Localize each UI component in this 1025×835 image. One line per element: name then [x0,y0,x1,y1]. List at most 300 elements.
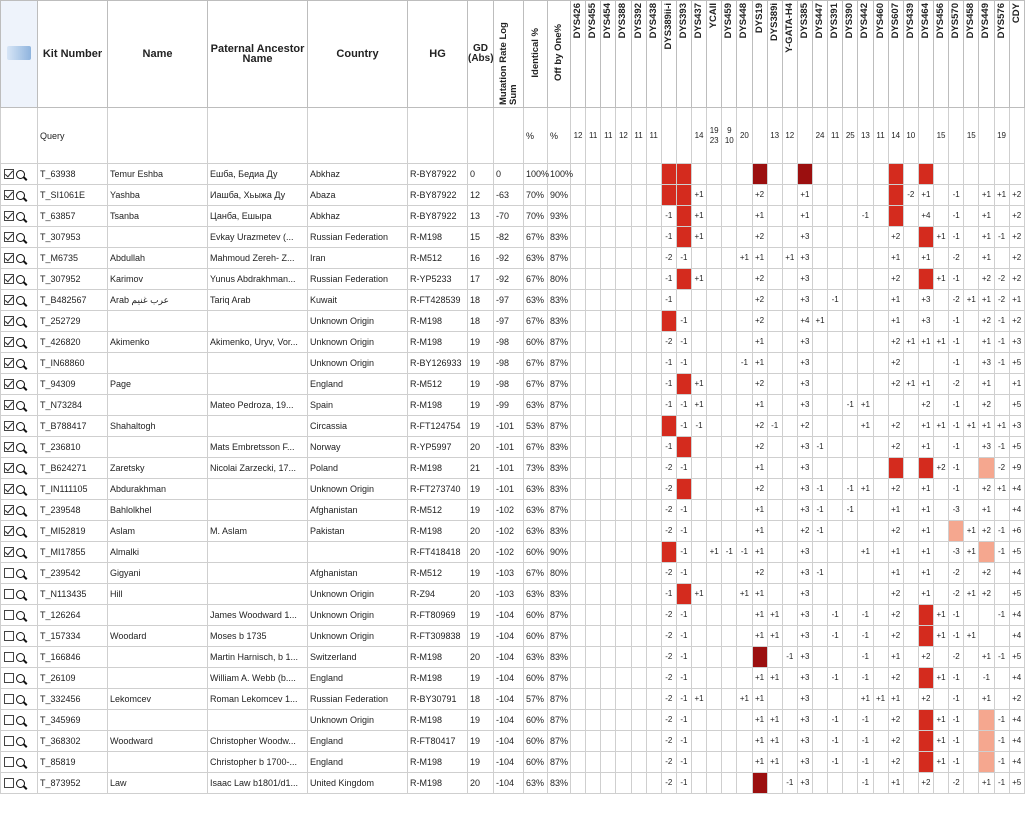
magnifier-icon[interactable] [16,737,25,746]
country-cell: Kuwait [308,290,408,311]
kit-number-cell[interactable]: T_307952 [38,269,108,290]
marker-header-ycaii[interactable] [707,1,722,108]
query-marker-value [964,108,979,164]
marker-diff-cell [616,185,631,206]
marker-diff-cell [692,248,707,269]
marker-diff-cell: -1 [661,395,676,416]
magnifier-icon[interactable] [16,464,25,473]
marker-diff-cell: +1 [964,290,979,311]
kit-number-cell[interactable]: T_239542 [38,563,108,584]
marker-header-dys437[interactable] [692,1,707,108]
magnifier-icon[interactable] [16,632,25,641]
magnifier-icon[interactable] [16,338,25,347]
marker-diff-cell: +2 [888,668,903,689]
marker-diff-cell: -1 [676,416,691,437]
query-marker-value [782,108,797,164]
row-checkbox[interactable] [4,442,14,452]
marker-diff-cell [646,185,661,206]
marker-diff-cell [767,248,782,269]
marker-header-dys385[interactable] [797,1,812,108]
magnifier-icon[interactable] [16,191,25,200]
kit-number-cell[interactable]: T_B624271 [38,458,108,479]
marker-diff-cell [782,584,797,605]
table-row[interactable] [1,752,1025,773]
marker-diff-cell [813,395,828,416]
marker-diff-cell [934,542,949,563]
magnifier-icon[interactable] [16,317,25,326]
marker-diff-cell [873,227,888,248]
kit-number-cell[interactable]: T_368302 [38,731,108,752]
magnifier-icon[interactable] [16,548,25,557]
marker-diff-cell: -1 [843,500,858,521]
col-identical[interactable] [524,1,548,108]
magnifier-icon[interactable] [16,779,25,788]
marker-diff-cell: -1 [949,185,964,206]
marker-diff-cell [782,458,797,479]
marker-diff-cell: -1 [661,353,676,374]
marker-diff-cell: -1 [722,542,737,563]
query-marker-value [888,108,903,164]
table-row[interactable] [1,563,1025,584]
marker-diff-cell [858,332,873,353]
marker-diff-cell [707,752,722,773]
magnifier-icon[interactable] [16,716,25,725]
table-row[interactable] [1,332,1025,353]
marker-diff-cell: -1 [813,437,828,458]
col-name[interactable]: Name [108,1,208,108]
table-row[interactable] [1,521,1025,542]
table-row[interactable] [1,605,1025,626]
kit-number-cell[interactable]: T_B788417 [38,416,108,437]
table-row[interactable] [1,689,1025,710]
marker-diff-cell [813,269,828,290]
kit-number-cell[interactable]: T_166846 [38,647,108,668]
marker-diff-cell [918,626,933,647]
table-row[interactable] [1,164,1025,185]
hg-cell: R-M198 [408,773,468,794]
kit-number-cell[interactable]: T_85819 [38,752,108,773]
table-row[interactable] [1,248,1025,269]
table-row[interactable] [1,353,1025,374]
row-checkbox[interactable] [4,631,14,641]
query-marker-text: 11 [634,130,643,140]
marker-diff-cell [646,332,661,353]
row-checkbox[interactable] [4,484,14,494]
marker-header-dys438[interactable] [646,1,661,108]
marker-diff-cell: +1 [752,248,767,269]
col-kit-number[interactable]: Kit Number [38,1,108,108]
select-all-header[interactable] [1,1,38,108]
row-checkbox[interactable] [4,778,14,788]
table-row[interactable] [1,668,1025,689]
marker-diff-cell: +1 [934,605,949,626]
identical-cell: 63% [524,647,548,668]
marker-diff-cell: +2 [888,227,903,248]
magnifier-icon[interactable] [16,506,25,515]
off-by-one-cell: 87% [548,416,571,437]
magnifier-icon[interactable] [16,170,25,179]
marker-header-dys391[interactable] [828,1,843,108]
country-cell: Unknown Origin [308,584,408,605]
marker-diff-cell [661,185,676,206]
query-marker-value [707,108,722,164]
marker-diff-cell [646,689,661,710]
row-select-cell [1,752,38,773]
table-row[interactable] [1,416,1025,437]
row-checkbox[interactable] [4,421,14,431]
marker-diff-cell [631,521,646,542]
hg-cell: R-BY87922 [408,164,468,185]
marker-header-dys392[interactable] [631,1,646,108]
row-checkbox[interactable] [4,526,14,536]
marker-diff-cell [782,668,797,689]
table-row[interactable] [1,458,1025,479]
row-checkbox[interactable] [4,190,14,200]
row-checkbox[interactable] [4,505,14,515]
marker-diff-cell: +2 [888,353,903,374]
magnifier-icon[interactable] [16,359,25,368]
marker-diff-cell [843,185,858,206]
magnifier-icon[interactable] [16,758,25,767]
identical-cell: 67% [524,374,548,395]
kit-number-cell[interactable]: T_236810 [38,437,108,458]
magnifier-icon[interactable] [16,380,25,389]
marker-diff-cell [616,563,631,584]
table-row[interactable] [1,731,1025,752]
table-row[interactable] [1,227,1025,248]
marker-header-dys426[interactable] [571,1,586,108]
query-marker-value [676,108,691,164]
magnifier-icon[interactable] [16,296,25,305]
table-row[interactable] [1,374,1025,395]
marker-diff-cell [964,206,979,227]
marker-diff-cell [767,647,782,668]
marker-diff-cell: +2 [752,290,767,311]
row-checkbox[interactable] [4,358,14,368]
table-row[interactable] [1,479,1025,500]
marker-diff-cell: +1 [979,206,994,227]
row-checkbox[interactable] [4,463,14,473]
marker-diff-cell [918,353,933,374]
marker-diff-cell [631,353,646,374]
row-select-cell [1,332,38,353]
marker-diff-cell [661,311,676,332]
magnifier-icon[interactable] [16,212,25,221]
magnifier-icon[interactable] [16,401,25,410]
marker-header-dys19[interactable] [752,1,767,108]
marker-diff-cell [767,374,782,395]
row-checkbox[interactable] [4,274,14,284]
marker-diff-cell: +2 [888,479,903,500]
marker-diff-cell [934,773,949,794]
table-row[interactable] [1,437,1025,458]
marker-diff-cell [828,227,843,248]
row-checkbox[interactable] [4,169,14,179]
marker-diff-cell [843,731,858,752]
col-off-by-one[interactable] [548,1,571,108]
marker-diff-cell: +1 [979,500,994,521]
marker-diff-cell [767,689,782,710]
marker-header-dys439[interactable] [903,1,918,108]
marker-diff-cell [858,374,873,395]
marker-diff-cell [813,668,828,689]
kit-number-cell[interactable]: T_SI1061E [38,185,108,206]
marker-diff-cell: -1 [676,542,691,563]
hg-cell: R-M512 [408,563,468,584]
row-checkbox[interactable] [4,253,14,263]
table-row[interactable] [1,311,1025,332]
marker-diff-cell [692,668,707,689]
marker-diff-cell [722,227,737,248]
marker-header-dys570[interactable] [949,1,964,108]
kit-number-cell[interactable]: T_157334 [38,626,108,647]
marker-label: DYS389ii-i [662,3,674,50]
marker-diff-cell [601,374,616,395]
table-row[interactable] [1,542,1025,563]
marker-diff-cell [994,248,1009,269]
row-checkbox[interactable] [4,652,14,662]
kit-number-cell[interactable]: T_N73284 [38,395,108,416]
table-row[interactable] [1,500,1025,521]
row-checkbox[interactable] [4,715,14,725]
table-row[interactable] [1,206,1025,227]
col-gd-abs[interactable]: GD (Abs) [468,1,494,108]
marker-diff-cell [873,416,888,437]
ancestor-cell: Mats Embretsson F... [208,437,308,458]
magnifier-icon[interactable] [16,674,25,683]
marker-header-dys389ii-i[interactable] [661,1,676,108]
row-checkbox[interactable] [4,295,14,305]
query-select-cell [1,108,38,164]
row-checkbox[interactable] [4,673,14,683]
marker-diff-cell [631,605,646,626]
hg-cell: R-BY87922 [408,206,468,227]
magnifier-icon[interactable] [16,527,25,536]
kit-number-cell[interactable]: T_873952 [38,773,108,794]
marker-diff-cell: +9 [1009,458,1024,479]
kit-number-cell[interactable]: T_426820 [38,332,108,353]
query-marker-value [571,108,586,164]
marker-diff-cell: -1 [949,227,964,248]
row-checkbox[interactable] [4,547,14,557]
magnifier-icon[interactable] [16,275,25,284]
identical-cell: 70% [524,185,548,206]
marker-header-dys459[interactable] [722,1,737,108]
gd-cell: 19 [468,416,494,437]
marker-header-dys607[interactable] [888,1,903,108]
marker-header-dys454[interactable] [601,1,616,108]
marker-header-dys390[interactable] [843,1,858,108]
marker-header-dys456[interactable] [934,1,949,108]
name-cell: Woodward [108,731,208,752]
name-cell: Yashba [108,185,208,206]
off-by-one-cell: 87% [548,374,571,395]
marker-diff-cell: +1 [752,206,767,227]
marker-header-dys442[interactable] [858,1,873,108]
off-by-one-cell: 100% [548,164,571,185]
kit-number-cell[interactable]: T_B482567 [38,290,108,311]
table-row[interactable] [1,185,1025,206]
marker-diff-cell [813,752,828,773]
marker-diff-cell [858,248,873,269]
kit-number-cell[interactable]: T_M6735 [38,248,108,269]
marker-diff-cell [631,374,646,395]
kit-number-cell[interactable]: T_N113435 [38,584,108,605]
magnifier-icon[interactable] [16,569,25,578]
magnifier-icon[interactable] [16,695,25,704]
name-cell: Aslam [108,521,208,542]
row-checkbox[interactable] [4,694,14,704]
ancestor-cell: M. Aslam [208,521,308,542]
marker-diff-cell [601,164,616,185]
row-checkbox[interactable] [4,610,14,620]
marker-diff-cell [586,689,601,710]
magnifier-icon[interactable] [16,590,25,599]
kit-number-cell[interactable]: T_252729 [38,311,108,332]
kit-number-cell[interactable]: T_332456 [38,689,108,710]
row-checkbox[interactable] [4,211,14,221]
row-checkbox[interactable] [4,316,14,326]
table-row[interactable] [1,773,1025,794]
marker-diff-cell: -1 [676,311,691,332]
country-cell: England [308,668,408,689]
row-checkbox[interactable] [4,232,14,242]
row-checkbox[interactable] [4,568,14,578]
hg-cell: R-FT124754 [408,416,468,437]
marker-header-dys460[interactable] [873,1,888,108]
table-row[interactable] [1,647,1025,668]
table-row[interactable] [1,290,1025,311]
marker-diff-cell: -1 [676,458,691,479]
col-paternal-ancestor[interactable]: Paternal Ancestor Name [208,1,308,108]
marker-diff-cell: -2 [661,500,676,521]
marker-header-y-gata-h4[interactable] [782,1,797,108]
row-checkbox[interactable] [4,757,14,767]
kit-number-cell[interactable]: T_345969 [38,710,108,731]
marker-diff-cell [586,710,601,731]
marker-diff-cell [586,185,601,206]
marker-diff-cell: -1 [994,311,1009,332]
query-marker-text: 13 [860,130,870,140]
query-marker-value [752,108,767,164]
col-country[interactable]: Country [308,1,408,108]
marker-diff-cell [782,710,797,731]
hg-cell: R-M198 [408,458,468,479]
marker-diff-cell: +4 [1009,479,1024,500]
row-checkbox[interactable] [4,337,14,347]
kit-number-cell[interactable]: T_MI52819 [38,521,108,542]
marker-diff-cell: -2 [661,332,676,353]
marker-diff-cell: +2 [979,563,994,584]
magnifier-icon[interactable] [16,233,25,242]
name-cell: Bahlolkhel [108,500,208,521]
kit-number-cell[interactable]: T_26109 [38,668,108,689]
marker-header-cdy[interactable] [1009,1,1024,108]
marker-header-dys458[interactable] [964,1,979,108]
marker-header-dys389i[interactable] [767,1,782,108]
marker-diff-cell [692,752,707,773]
query-marker-text: 30 [981,130,991,140]
kit-number-cell[interactable]: T_IN68860 [38,353,108,374]
row-checkbox[interactable] [4,379,14,389]
table-row[interactable] [1,710,1025,731]
col-mutation-rate[interactable] [494,1,524,108]
marker-diff-cell: +2 [888,269,903,290]
marker-diff-cell: -1 [949,752,964,773]
col-hg[interactable]: HG [408,1,468,108]
marker-diff-cell [782,563,797,584]
off-by-one-cell: 83% [548,521,571,542]
magnifier-icon[interactable] [16,611,25,620]
name-cell: Temur Eshba [108,164,208,185]
kit-number-cell[interactable]: T_63857 [38,206,108,227]
marker-diff-cell [979,542,994,563]
country-cell: England [308,731,408,752]
marker-diff-cell [616,206,631,227]
table-row[interactable] [1,626,1025,647]
row-checkbox[interactable] [4,736,14,746]
marker-diff-cell [586,416,601,437]
marker-diff-cell [586,395,601,416]
magnifier-icon[interactable] [16,254,25,263]
marker-header-dys388[interactable] [616,1,631,108]
kit-number-cell[interactable]: T_126264 [38,605,108,626]
magnifier-icon[interactable] [16,485,25,494]
marker-diff-cell [616,605,631,626]
marker-header-dys447[interactable] [813,1,828,108]
marker-label: DYS388 [617,3,629,39]
kit-number-cell[interactable]: T_MI17855 [38,542,108,563]
marker-header-dys448[interactable] [737,1,752,108]
marker-diff-cell: +1 [767,752,782,773]
country-cell: Unknown Origin [308,626,408,647]
marker-diff-cell [828,353,843,374]
magnifier-icon[interactable] [16,422,25,431]
table-row[interactable] [1,584,1025,605]
kit-number-cell[interactable]: T_IN111105 [38,479,108,500]
marker-header-dys464[interactable] [918,1,933,108]
off-by-one-cell: 87% [548,353,571,374]
row-checkbox[interactable] [4,589,14,599]
marker-diff-cell: +1 [979,332,994,353]
marker-diff-cell [934,647,949,668]
kit-number-cell[interactable]: T_63938 [38,164,108,185]
marker-diff-cell [586,353,601,374]
marker-diff-cell [828,563,843,584]
table-row[interactable] [1,395,1025,416]
marker-header-dys576[interactable] [994,1,1009,108]
marker-diff-cell [903,437,918,458]
kit-number-cell[interactable]: T_94309 [38,374,108,395]
marker-header-dys455[interactable] [586,1,601,108]
marker-diff-cell [918,731,933,752]
marker-header-dys393[interactable] [676,1,691,108]
marker-diff-cell [813,416,828,437]
marker-diff-cell [722,353,737,374]
marker-header-dys449[interactable] [979,1,994,108]
kit-number-cell[interactable]: T_239548 [38,500,108,521]
kit-number-cell[interactable]: T_307953 [38,227,108,248]
row-checkbox[interactable] [4,400,14,410]
query-marker-value [934,108,949,164]
marker-diff-cell [722,521,737,542]
name-cell: Almalki [108,542,208,563]
magnifier-icon[interactable] [16,653,25,662]
table-row[interactable] [1,269,1025,290]
marker-diff-cell [616,395,631,416]
magnifier-icon[interactable] [16,443,25,452]
marker-diff-cell: +2 [888,437,903,458]
